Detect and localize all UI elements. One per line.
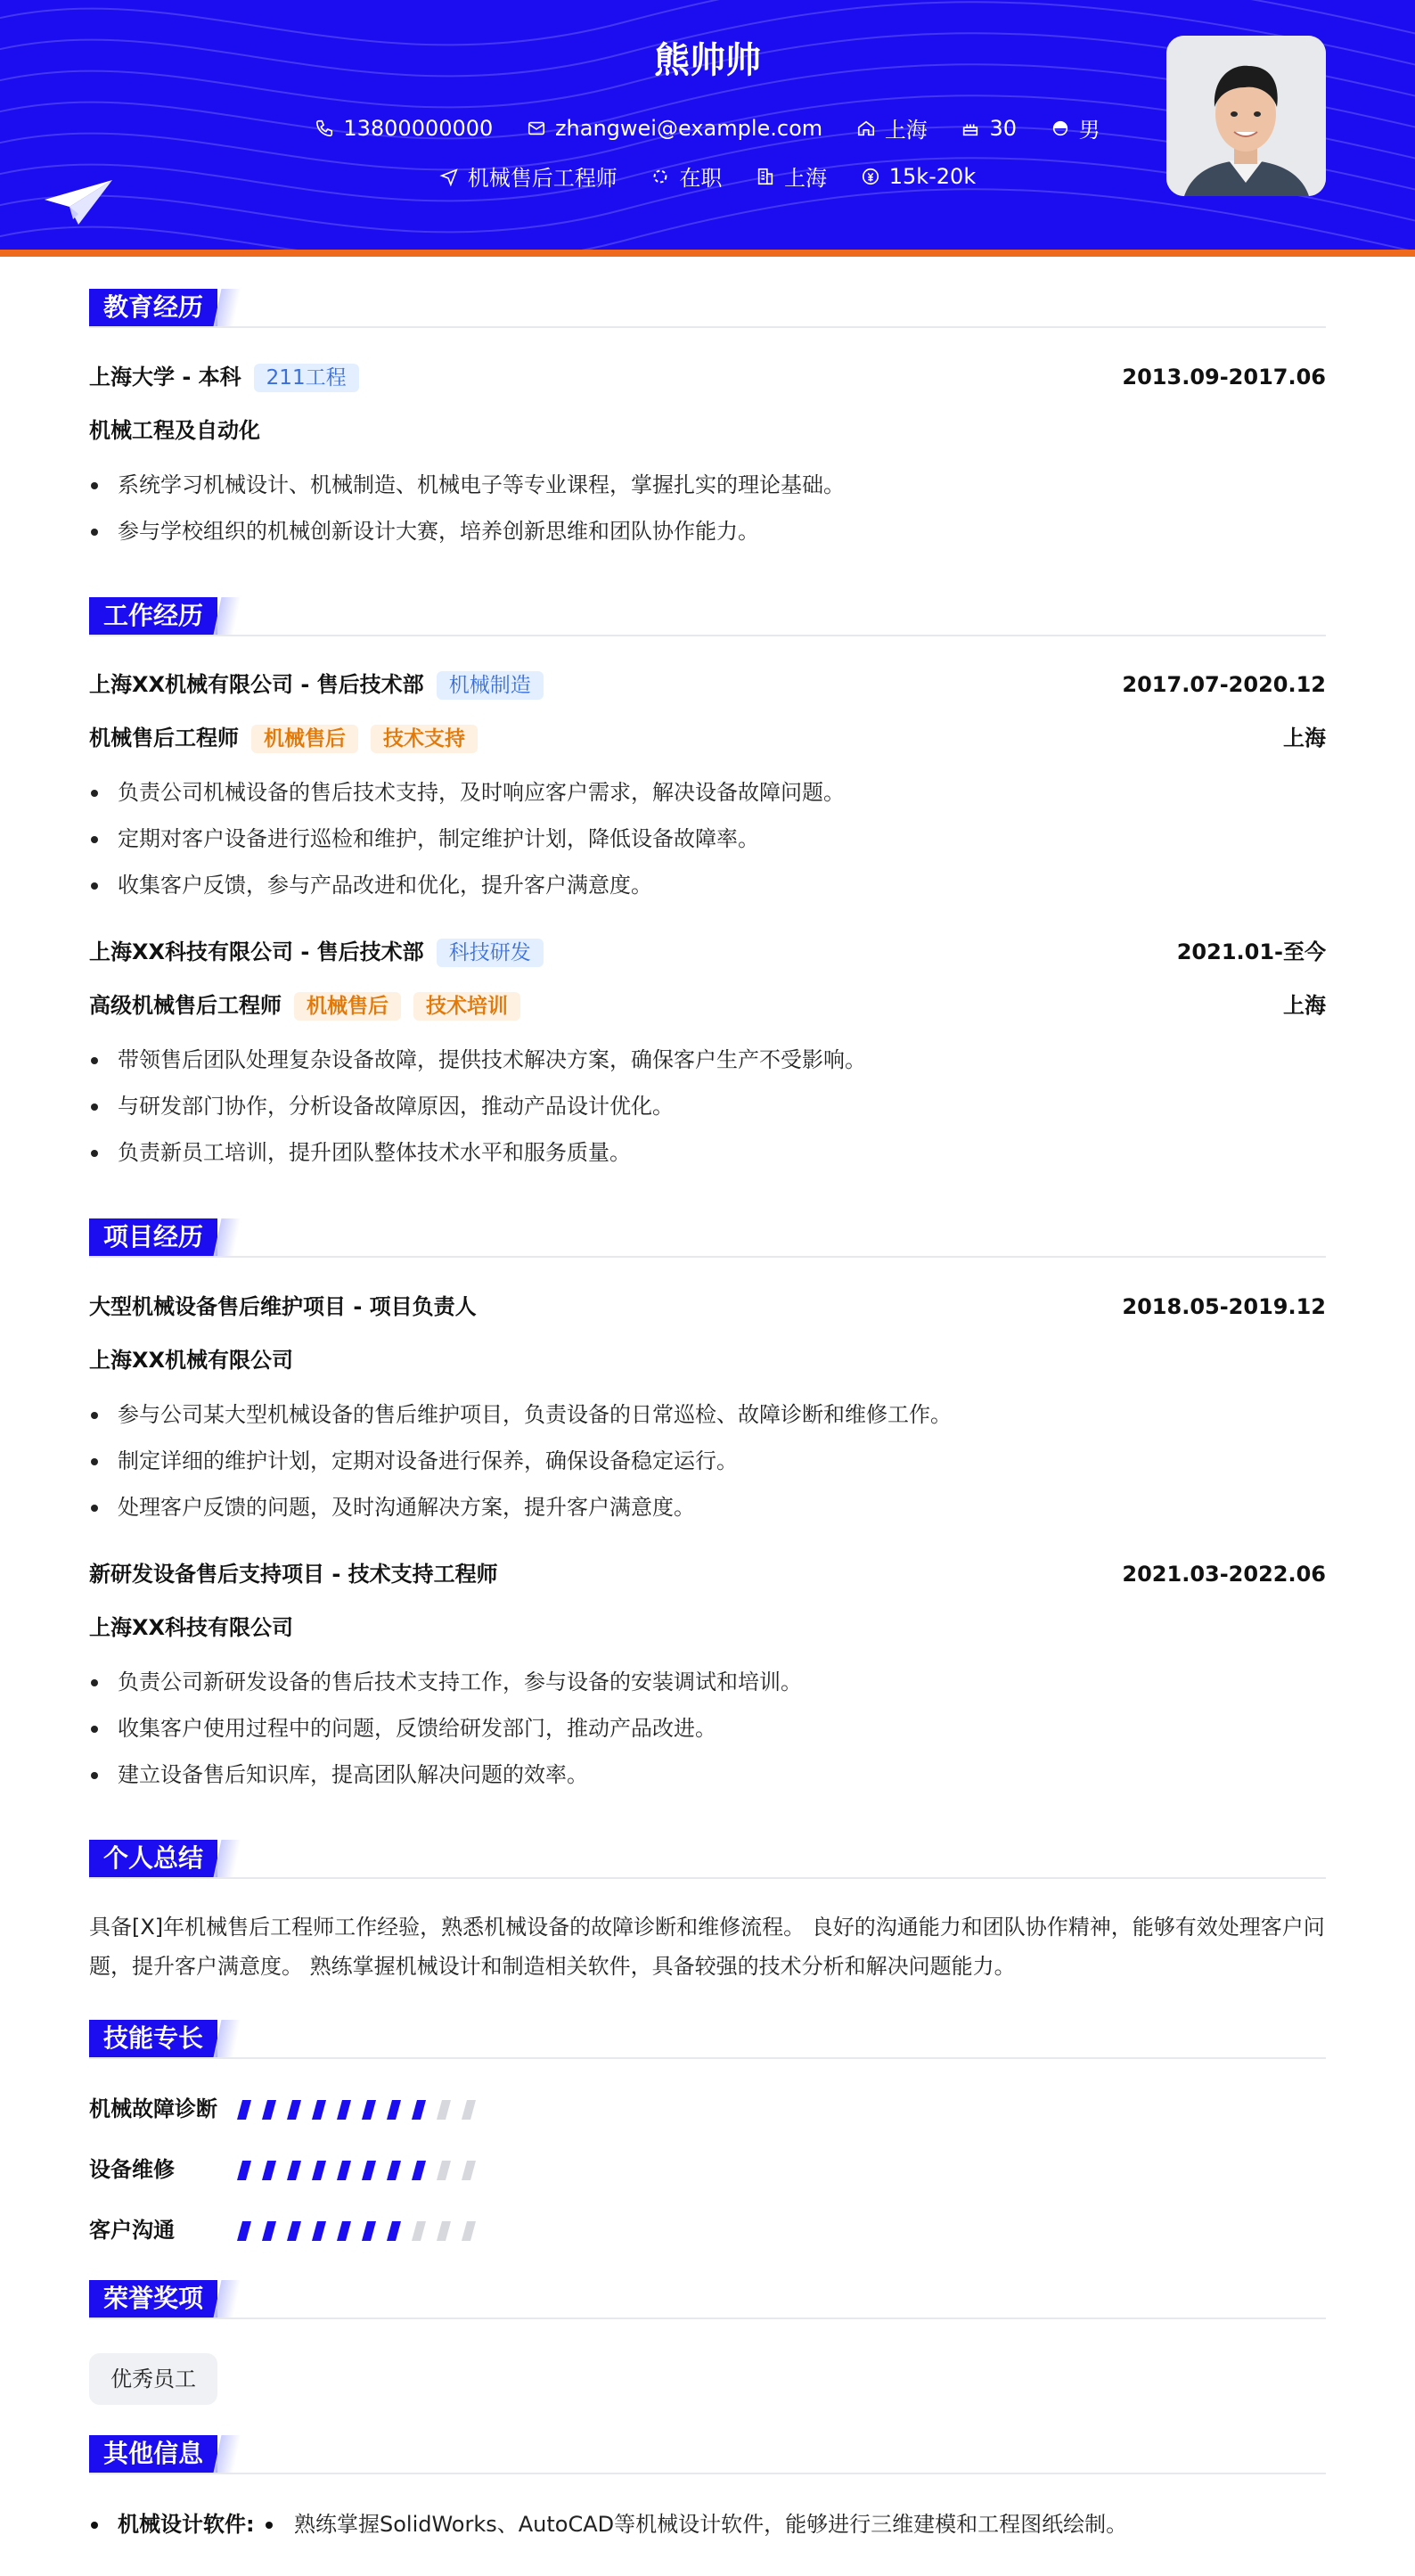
resume-header bbox=[0, 0, 1415, 250]
school-tag: 211工程 bbox=[254, 364, 359, 392]
other-text: 熟练掌握SolidWorks、AutoCAD等机械设计软件，能够进行三维建模和工程图纸绘制。 bbox=[294, 2512, 1128, 2537]
list-item-text: 建立设备售后知识库，提高团队解决问题的效率。 bbox=[118, 1762, 588, 1787]
list-item bbox=[89, 867, 1326, 903]
list-item bbox=[89, 1489, 1326, 1525]
section-tab-tail bbox=[214, 1840, 241, 1877]
gender-item bbox=[1051, 112, 1100, 144]
job-role: 机械售后工程师 bbox=[89, 726, 239, 751]
home-icon bbox=[856, 119, 876, 138]
skill-level-segment bbox=[437, 2161, 451, 2180]
skill-level-meter bbox=[237, 2161, 487, 2180]
skill-level-segment bbox=[387, 2161, 401, 2180]
skill-row bbox=[89, 2091, 713, 2127]
section-title: 其他信息 bbox=[89, 2435, 217, 2473]
section-work-heading bbox=[89, 597, 1326, 636]
gender-icon bbox=[1051, 119, 1070, 138]
skill-level-segment bbox=[337, 2161, 351, 2180]
cake-icon bbox=[961, 119, 980, 138]
list-item-text: 收集客户使用过程中的问题，反馈给研发部门，推动产品改进。 bbox=[118, 1716, 716, 1741]
section-tab-tail bbox=[214, 1218, 241, 1256]
job-role-row bbox=[89, 988, 1326, 1023]
skill-level-segment bbox=[362, 2100, 376, 2120]
skill-level-segment bbox=[287, 2100, 301, 2120]
skill-level-segment bbox=[362, 2221, 376, 2241]
work-city-item bbox=[756, 160, 827, 192]
email-item bbox=[527, 116, 822, 141]
skill-level-segment bbox=[312, 2161, 326, 2180]
project-header-row bbox=[89, 1289, 1326, 1325]
email-text: zhangwei@example.com bbox=[554, 115, 823, 141]
skill-level-segment bbox=[262, 2100, 276, 2120]
industry-tag: 机械制造 bbox=[437, 671, 544, 700]
project-company-row bbox=[89, 1342, 1326, 1378]
project-date: 2018.05-2019.12 bbox=[1122, 1294, 1326, 1319]
list-item bbox=[89, 513, 1326, 549]
education-date: 2013.09-2017.06 bbox=[1122, 365, 1326, 390]
bullet-dot bbox=[266, 2522, 273, 2529]
list-item-text: 定期对客户设备进行巡检和维护，制定维护计划，降低设备故障率。 bbox=[118, 826, 759, 851]
list-item bbox=[89, 1710, 1326, 1746]
role-tag: 技术培训 bbox=[413, 992, 520, 1021]
industry-tag: 科技研发 bbox=[437, 939, 544, 967]
send-icon bbox=[439, 167, 459, 186]
skill-level-segment bbox=[412, 2161, 426, 2180]
phone-text: 13800000000 bbox=[343, 115, 494, 141]
skill-name: 机械故障诊断 bbox=[89, 2096, 217, 2121]
skill-level-segment bbox=[462, 2100, 476, 2120]
candidate-name: 熊帅帅 bbox=[654, 40, 761, 81]
job-role: 高级机械售后工程师 bbox=[89, 993, 282, 1018]
section-skills-heading bbox=[89, 2020, 1326, 2059]
project-name: 新研发设备售后支持项目 - 技术支持工程师 bbox=[89, 1562, 498, 1587]
salary-icon bbox=[861, 167, 880, 186]
status-item bbox=[650, 160, 722, 192]
skill-level-segment bbox=[337, 2100, 351, 2120]
list-item-text: 带领售后团队处理复杂设备故障，提供技术解决方案，确保客户生产不受影响。 bbox=[118, 1047, 866, 1072]
skill-level-segment bbox=[287, 2221, 301, 2241]
section-title: 荣誉奖项 bbox=[89, 2280, 217, 2318]
salary-item bbox=[861, 164, 977, 189]
project-company: 上海XX科技有限公司 bbox=[89, 1615, 294, 1640]
age-text: 30 bbox=[989, 115, 1017, 141]
list-item bbox=[89, 821, 1326, 857]
mail-icon bbox=[527, 119, 546, 138]
skill-level-segment bbox=[237, 2221, 251, 2241]
profile-photo bbox=[1166, 36, 1326, 196]
section-tab-tail bbox=[214, 2020, 241, 2057]
job-header-row bbox=[89, 667, 1326, 702]
project-company-row bbox=[89, 1610, 1326, 1645]
list-item bbox=[89, 1443, 1326, 1479]
list-item bbox=[89, 1757, 1326, 1793]
skill-row bbox=[89, 2212, 713, 2248]
job-city: 上海 bbox=[1283, 993, 1326, 1018]
company-name: 上海XX科技有限公司 - 售后技术部 bbox=[89, 939, 424, 964]
status-icon bbox=[650, 167, 670, 186]
section-honors-heading bbox=[89, 2280, 1326, 2319]
building-icon bbox=[756, 167, 775, 186]
section-tab-tail bbox=[214, 597, 241, 635]
skill-level-segment bbox=[412, 2100, 426, 2120]
section-projects-heading bbox=[89, 1218, 1326, 1258]
section-tab-tail bbox=[214, 2435, 241, 2473]
job-header-row bbox=[89, 934, 1326, 970]
section-title: 工作经历 bbox=[89, 597, 217, 635]
skill-row bbox=[89, 2152, 713, 2187]
list-item-text: 收集客户反馈，参与产品改进和优化，提升客户满意度。 bbox=[118, 873, 652, 898]
job-title-item bbox=[439, 160, 618, 192]
list-item bbox=[89, 1088, 1326, 1124]
skill-level-segment bbox=[287, 2161, 301, 2180]
project-name: 大型机械设备售后维护项目 - 项目负责人 bbox=[89, 1294, 477, 1319]
skill-level-segment bbox=[237, 2100, 251, 2120]
section-title: 个人总结 bbox=[89, 1840, 217, 1877]
skill-level-segment bbox=[262, 2221, 276, 2241]
skill-level-segment bbox=[262, 2161, 276, 2180]
section-other-heading bbox=[89, 2435, 1326, 2474]
skill-level-meter bbox=[237, 2221, 487, 2241]
phone-item bbox=[315, 116, 493, 141]
section-title: 项目经历 bbox=[89, 1218, 217, 1256]
section-summary-heading bbox=[89, 1840, 1326, 1879]
list-item-text: 负责新员工培训，提升团队整体技术水平和服务质量。 bbox=[118, 1140, 631, 1165]
status-text: 在职 bbox=[679, 166, 723, 191]
list-item-text: 处理客户反馈的问题，及时沟通解决方案，提升客户满意度。 bbox=[118, 1495, 695, 1520]
job-date: 2017.07-2020.12 bbox=[1122, 672, 1326, 697]
skill-level-segment bbox=[437, 2221, 451, 2241]
project-date: 2021.03-2022.06 bbox=[1122, 1562, 1326, 1587]
role-tag: 机械售后 bbox=[294, 992, 401, 1021]
phone-icon bbox=[315, 119, 334, 138]
home-city-text: 上海 bbox=[884, 118, 928, 143]
skill-level-segment bbox=[462, 2161, 476, 2180]
skill-level-segment bbox=[237, 2161, 251, 2180]
honor-badge: 优秀员工 bbox=[89, 2353, 217, 2405]
skill-name: 设备维修 bbox=[89, 2157, 175, 2182]
gender-text: 男 bbox=[1078, 118, 1100, 143]
list-item bbox=[89, 1042, 1326, 1078]
skill-level-segment bbox=[462, 2221, 476, 2241]
role-tag: 技术支持 bbox=[371, 725, 478, 753]
school-name: 上海大学 - 本科 bbox=[89, 365, 241, 390]
work-city-text: 上海 bbox=[784, 166, 828, 191]
skill-level-segment bbox=[312, 2100, 326, 2120]
education-header-row bbox=[89, 359, 1326, 395]
skill-level-segment bbox=[387, 2221, 401, 2241]
list-item-text: 系统学习机械设计、机械制造、机械电子等专业课程，掌握扎实的理论基础。 bbox=[118, 472, 845, 497]
skill-level-segment bbox=[362, 2161, 376, 2180]
skill-level-segment bbox=[312, 2221, 326, 2241]
list-item-text: 参与学校组织的机械创新设计大赛，培养创新思维和团队协作能力。 bbox=[118, 519, 759, 544]
skill-name: 客户沟通 bbox=[89, 2218, 175, 2243]
project-header-row bbox=[89, 1556, 1326, 1592]
bullet-dot bbox=[91, 2522, 98, 2529]
skill-level-segment bbox=[337, 2221, 351, 2241]
list-item bbox=[89, 1397, 1326, 1432]
skill-level-meter bbox=[237, 2100, 487, 2120]
age-item bbox=[961, 116, 1017, 141]
role-tag: 机械售后 bbox=[251, 725, 358, 753]
home-item bbox=[856, 112, 928, 144]
major-row bbox=[89, 413, 1326, 448]
section-tab-tail bbox=[214, 289, 241, 326]
job-date: 2021.01-至今 bbox=[1176, 939, 1326, 964]
company-name: 上海XX机械有限公司 - 售后技术部 bbox=[89, 672, 424, 697]
list-item bbox=[89, 1664, 1326, 1700]
list-item-text: 负责公司机械设备的售后技术支持，及时响应客户需求，解决设备故障问题。 bbox=[118, 780, 845, 805]
section-education-heading bbox=[89, 289, 1326, 328]
salary-text: 15k-20k bbox=[888, 163, 977, 189]
job-city: 上海 bbox=[1283, 726, 1326, 751]
list-item-text: 参与公司某大型机械设备的售后维护项目，负责设备的日常巡检、故障诊断和维修工作。 bbox=[118, 1402, 952, 1427]
list-item bbox=[89, 467, 1326, 503]
list-item bbox=[89, 1135, 1326, 1170]
list-item-text: 制定详细的维护计划，定期对设备进行保养，确保设备稳定运行。 bbox=[118, 1448, 738, 1473]
list-item-text: 负责公司新研发设备的售后技术支持工作，参与设备的安装调试和培训。 bbox=[118, 1669, 802, 1694]
job-role-row bbox=[89, 720, 1326, 756]
skill-level-segment bbox=[387, 2100, 401, 2120]
skill-level-segment bbox=[412, 2221, 426, 2241]
header-accent-bar bbox=[0, 250, 1415, 257]
section-title: 技能专长 bbox=[89, 2020, 217, 2057]
other-label: 机械设计软件: bbox=[118, 2512, 255, 2537]
job-title-text: 机械售后工程师 bbox=[467, 166, 618, 191]
list-item-text: 与研发部门协作，分析设备故障原因，推动产品设计优化。 bbox=[118, 1094, 674, 1119]
section-title: 教育经历 bbox=[89, 289, 217, 326]
avatar-portrait bbox=[1166, 36, 1326, 196]
section-tab-tail bbox=[214, 2280, 241, 2318]
summary-text: 具备[X]年机械售后工程师工作经验，熟悉机械设备的故障诊断和维修流程。 良好的沟通能力和团队协作精神，能够有效处理客户问题，提升客户满意度。 熟练掌握机械设计和制造相关软件，具备较强的技术分析和解决问题能力。 bbox=[89, 1915, 1325, 1979]
skill-level-segment bbox=[437, 2100, 451, 2120]
project-company: 上海XX机械有限公司 bbox=[89, 1348, 294, 1373]
list-item bbox=[89, 775, 1326, 810]
major-name: 机械工程及自动化 bbox=[89, 418, 260, 443]
